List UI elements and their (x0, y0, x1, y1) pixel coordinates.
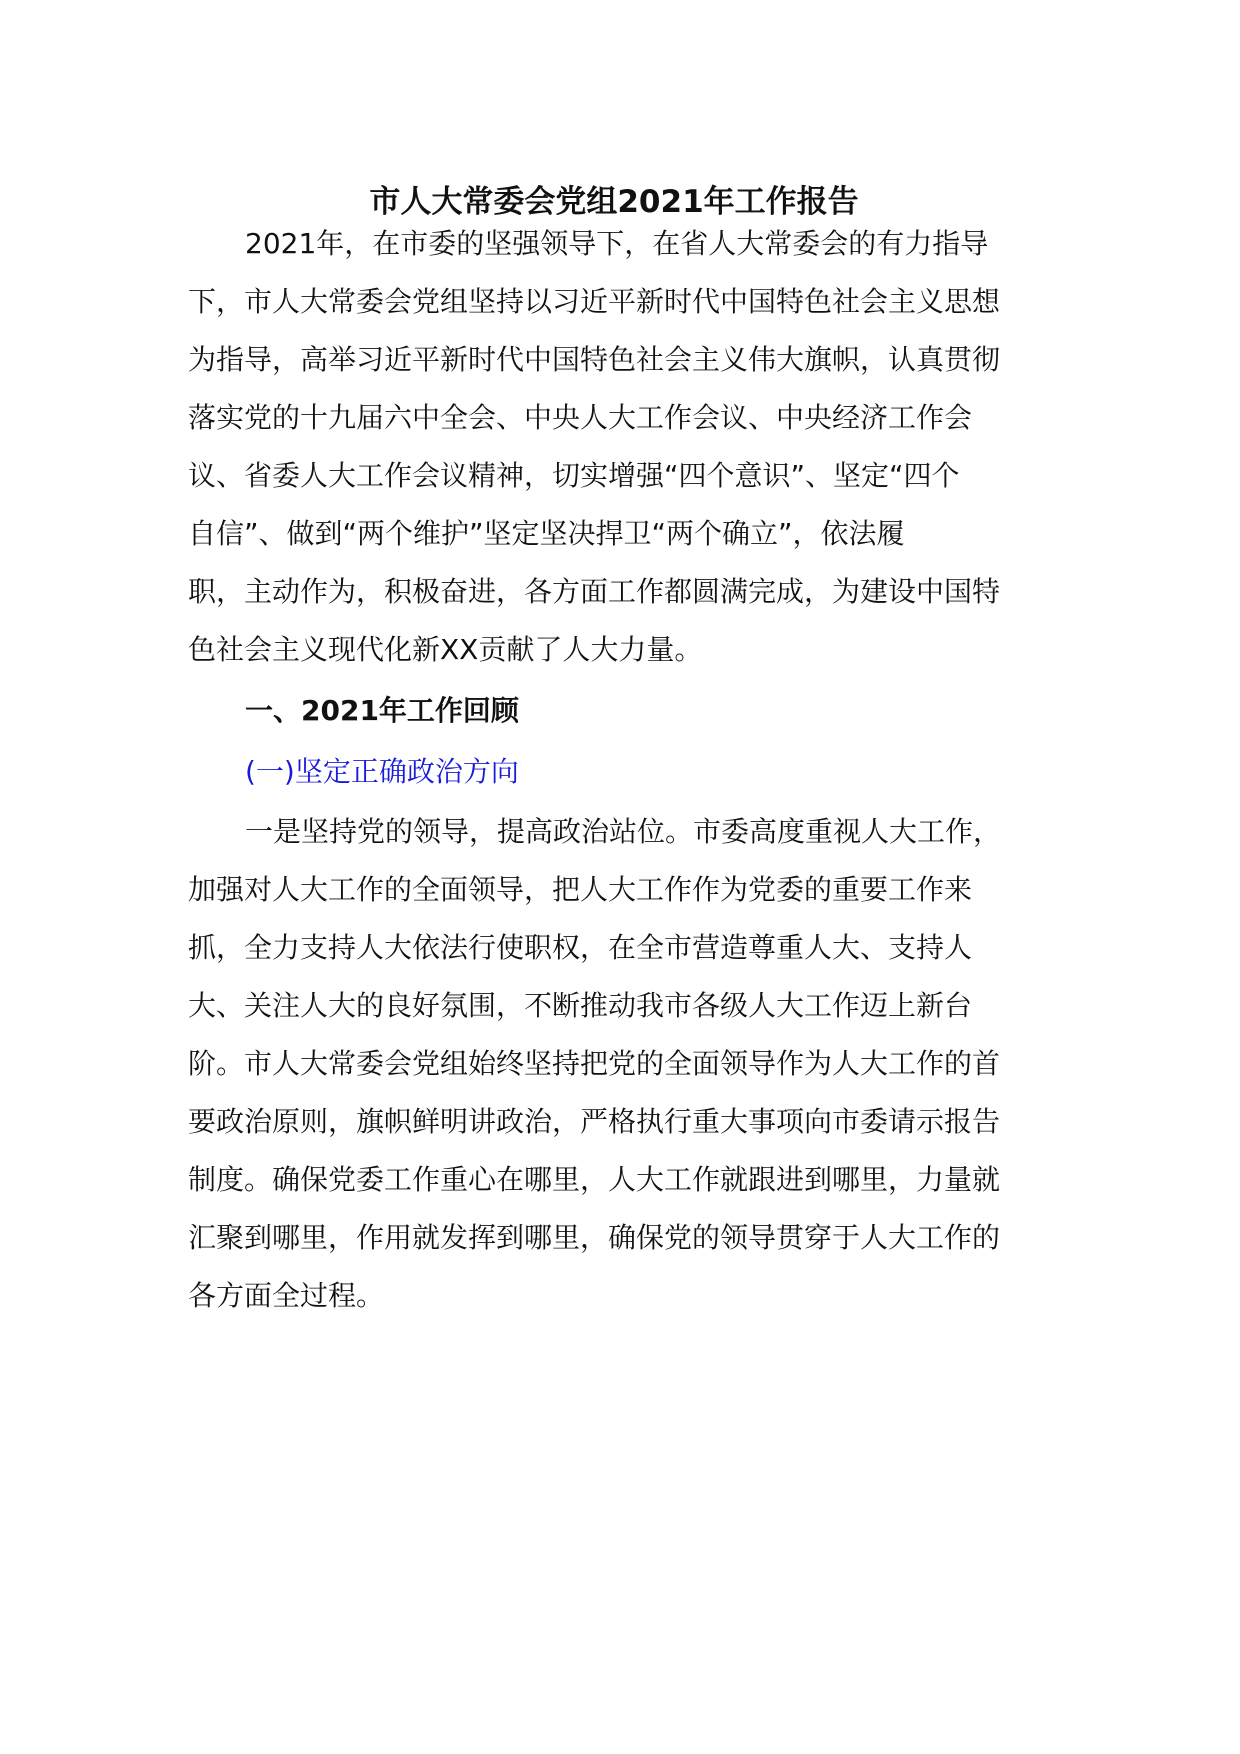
intro-line: 职，主动作为，积极奋进，各方面工作都圆满完成，为建设中国特 (188, 575, 1001, 608)
document-title: 市人大常委会党组2021年工作报告 (369, 184, 859, 220)
sub-heading: (一)坚定正确政治方向 (245, 755, 519, 788)
body-line: 抓，全力支持人大依法行使职权，在全市营造尊重人大、支持人 (188, 931, 973, 964)
intro-line: 议、省委人大工作会议精神，切实增强“四个意识”、坚定“四个 (188, 459, 960, 492)
body-line: 大、关注人大的良好氛围，不断推动我市各级人大工作迈上新台 (188, 989, 973, 1022)
body-line: 阶。市人大常委会党组始终坚持把党的全面领导作为人大工作的首 (188, 1047, 1001, 1080)
body-line: 要政治原则，旗帜鲜明讲政治，严格执行重大事项向市委请示报告 (188, 1105, 1001, 1138)
body-line: 各方面全过程。 (188, 1279, 385, 1312)
body-line: 汇聚到哪里，作用就发挥到哪里，确保党的领导贯穿于人大工作的 (188, 1221, 1001, 1254)
intro-line: 落实党的十九届六中全会、中央人大工作会议、中央经济工作会 (188, 401, 973, 434)
body-line: 制度。确保党委工作重心在哪里，人大工作就跟进到哪里，力量就 (188, 1163, 1001, 1196)
intro-line: 自信”、做到“两个维护”坚定坚决捍卫“两个确立”，依法履 (188, 517, 905, 550)
body-line: 一是坚持党的领导，提高政治站位。市委高度重视人大工作， (245, 815, 1002, 848)
body-line: 加强对人大工作的全面领导，把人大工作作为党委的重要工作来 (188, 873, 973, 906)
intro-line: 2021年，在市委的坚强领导下，在省人大常委会的有力指导 (245, 227, 989, 260)
intro-line: 为指导，高举习近平新时代中国特色社会主义伟大旗帜，认真贯彻 (188, 343, 1001, 376)
intro-line: 下，市人大常委会党组坚持以习近平新时代中国特色社会主义思想 (188, 285, 1001, 318)
section-heading: 一、2021年工作回顾 (245, 694, 519, 727)
intro-line: 色社会主义现代化新XX贡献了人大力量。 (188, 633, 703, 666)
